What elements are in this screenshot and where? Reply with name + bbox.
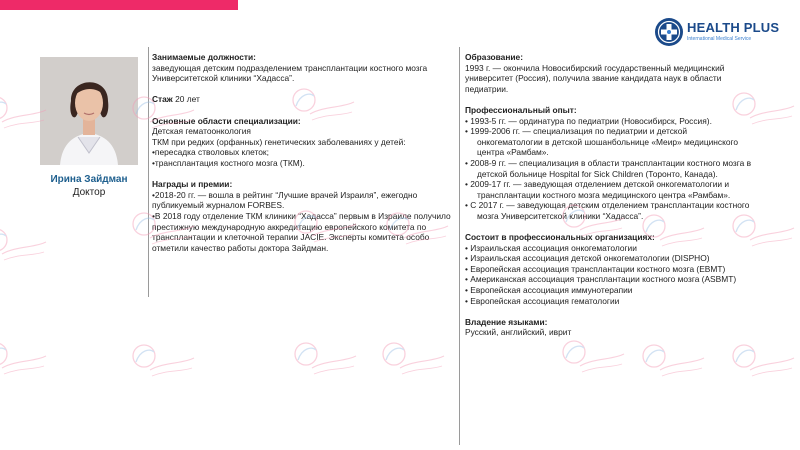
specialization-item: ТКМ при редких (орфанных) генетических заболеваниях у детей:	[152, 136, 406, 147]
specialization-item: •пересадка стволовых клеток;	[152, 147, 269, 158]
organization-item: • Европейская ассоциация трансплантации костного мозга (EBMT)	[465, 263, 726, 274]
positions-heading: Занимаемые должности:	[152, 52, 256, 62]
organization-item: • Европейская ассоциация гематологии	[465, 295, 620, 306]
education-heading: Образование:	[465, 52, 523, 62]
watermark-logo-icon	[640, 340, 710, 386]
doctor-role: Доктор	[72, 187, 106, 198]
watermark-logo-icon	[0, 224, 52, 270]
organization-item: • Израильская ассоциация онкогематологии	[465, 242, 637, 253]
organization-item: • Европейская ассоциация иммунотерапии	[465, 285, 633, 296]
experience-item: • 2009-17 гг. — заведующая отделением детской онкогематологии и трансплантации костного мозга медицинского центра «Рамбам».	[465, 179, 731, 200]
organizations-heading: Состоит в профессиональных организациях:	[465, 232, 655, 243]
watermark-logo-icon	[560, 336, 630, 382]
brand-logo	[654, 15, 794, 51]
watermark-logo-icon	[130, 340, 200, 386]
education-text: 1993 г. — окончила Новосибирский государственный медицинский университет (Россия), получила звание кандидата наук в области педиатрии.	[465, 62, 725, 94]
doctor-name: Ирина Зайдман	[50, 174, 128, 185]
watermark-logo-icon	[0, 338, 52, 384]
experience-item: • С 2017 г. — заведующая детским отделением трансплантации костного мозга Университетской клиники “Хадасса”.	[465, 200, 750, 221]
watermark-logo-icon	[730, 340, 800, 386]
doctor-portrait	[40, 57, 138, 165]
awards-heading: Награды и премии:	[152, 179, 233, 190]
health-plus-emblem-icon	[654, 17, 684, 47]
languages-text: Русский, английский, иврит	[465, 327, 572, 338]
positions-text: заведующая детским подразделением трансплантации костного мозга Университетской клиники “Хадасса”.	[152, 62, 428, 84]
experience-years	[152, 94, 452, 105]
experience-label: Стаж	[152, 94, 173, 105]
top-accent-bar	[0, 0, 238, 10]
experience-item: • 2008-9 гг. — специализация в области трансплантации костного мозга в детской больнице Hospital for Sick Children (Торонто, Канада).	[465, 157, 752, 179]
specialization-heading: Основные области специализации:	[152, 115, 301, 126]
organization-item: • Израильская ассоциация детской онкогематологии (DISPHO)	[465, 253, 710, 264]
brand-name: HEALTH PLUS	[687, 20, 780, 35]
watermark-logo-icon	[380, 338, 450, 384]
right-column	[465, 52, 753, 338]
brand-tagline: International Medical Service	[687, 36, 752, 42]
column-divider	[459, 47, 460, 445]
specialization-item: •трансплантация костного мозга (ТКМ).	[152, 157, 305, 168]
watermark-logo-icon	[292, 338, 362, 384]
experience-value: 20 лет	[175, 94, 200, 105]
awards-item: •2018-20 гг. — вошла в рейтинг “Лучшие врачей Израиля”, ежегодно публикуемый журналом FORBES.	[152, 189, 418, 211]
specialization-item: Детская гематоонкология	[152, 126, 251, 137]
left-column	[152, 52, 452, 253]
languages-heading: Владение языками:	[465, 316, 548, 327]
experience-item: • 1999-2006 гг. — специализация по педиатрии и детской онкогематологии в детской шошанбольнице «Меир» медицинского центра «Рамбам».	[465, 126, 739, 158]
awards-item: •В 2018 году отделение ТКМ клиники “Хадасса” первым в Израиле получило престижную международную аккредитацию европейского комитета по трансплантации и клеточной терапии JACIE. Эксперты комитета особо отметили качество работы доктора Зайдман.	[152, 210, 451, 253]
column-divider	[148, 47, 149, 297]
professional-experience-heading: Профессиональный опыт:	[465, 104, 577, 115]
experience-item: • 1993-5 гг. — ординатура по педиатрии (Новосибирск, Россия).	[465, 115, 712, 126]
organization-item: • Американская ассоциация трансплантации костного мозга (ASBMT)	[465, 274, 737, 285]
